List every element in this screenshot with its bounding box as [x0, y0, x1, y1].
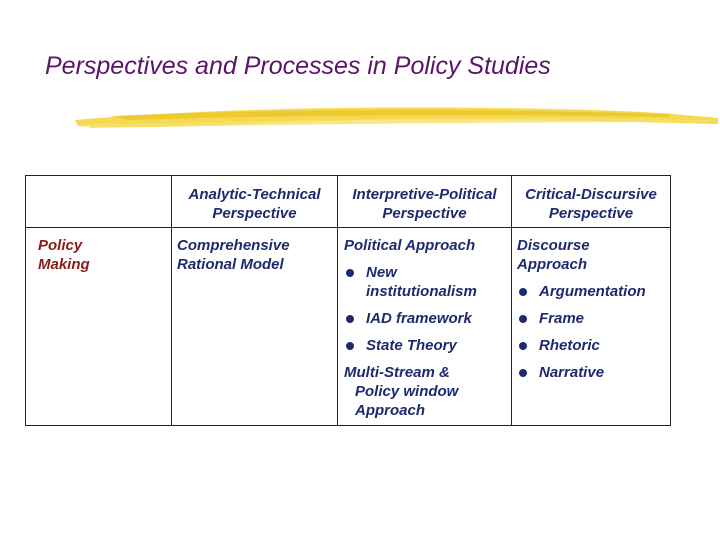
header-empty-cell [26, 176, 172, 228]
cell-heading: Approach [517, 256, 588, 273]
list-item [517, 363, 670, 382]
header-text: Interpretive-Political [352, 186, 497, 203]
list-item-text: Narrative [539, 364, 605, 381]
list-item [344, 309, 511, 328]
list-item-text: Rhetoric [539, 337, 600, 354]
yellow-brush-stroke [70, 100, 720, 140]
row-label: Making [38, 256, 90, 273]
header-text: Critical-Discursive [525, 186, 657, 203]
bullet-icon [519, 369, 527, 377]
list-item-text: institutionalism [366, 283, 477, 300]
cell-text: Multi-Stream & [344, 364, 450, 381]
list-item-text: Argumentation [539, 283, 646, 300]
list-item [344, 263, 511, 301]
list-item [517, 336, 670, 355]
list-item [517, 309, 670, 328]
bullet-icon [519, 288, 527, 296]
header-interpretive-political [338, 176, 512, 228]
row-label: Policy [38, 237, 83, 254]
list-item-text: IAD framework [366, 310, 472, 327]
header-text: Analytic-Technical [188, 186, 321, 203]
row-label-cell [26, 228, 172, 426]
cell-text: Rational Model [177, 256, 284, 273]
bullet-icon [519, 315, 527, 323]
list-item [344, 336, 511, 355]
list-item [517, 282, 670, 301]
list-item-text: New [366, 264, 397, 281]
perspectives-table [25, 175, 671, 426]
cell-text: Comprehensive [177, 237, 290, 254]
list-item-text: Frame [539, 310, 585, 327]
critical-cell [512, 228, 671, 426]
cell-text: Approach [355, 402, 426, 419]
policy-making-row [26, 228, 671, 426]
cell-heading: Discourse [517, 237, 590, 254]
interpretive-cell [338, 228, 512, 426]
header-critical-discursive [512, 176, 671, 228]
bullet-icon [346, 269, 354, 277]
header-text: Perspective [548, 205, 634, 222]
bullet-icon [519, 342, 527, 350]
slide-title: Perspectives and Processes in Policy Studies [45, 52, 551, 80]
bullet-icon [346, 342, 354, 350]
cell-text: Policy window [355, 383, 459, 400]
multi-stream-block [344, 363, 511, 420]
header-analytic-technical [172, 176, 338, 228]
header-row [26, 176, 671, 228]
bullet-icon [346, 315, 354, 323]
header-text: Perspective [212, 205, 297, 222]
analytic-cell [172, 228, 338, 426]
list-item-text: State Theory [366, 337, 457, 354]
cell-heading: Political Approach [344, 237, 476, 254]
header-text: Perspective [382, 205, 467, 222]
